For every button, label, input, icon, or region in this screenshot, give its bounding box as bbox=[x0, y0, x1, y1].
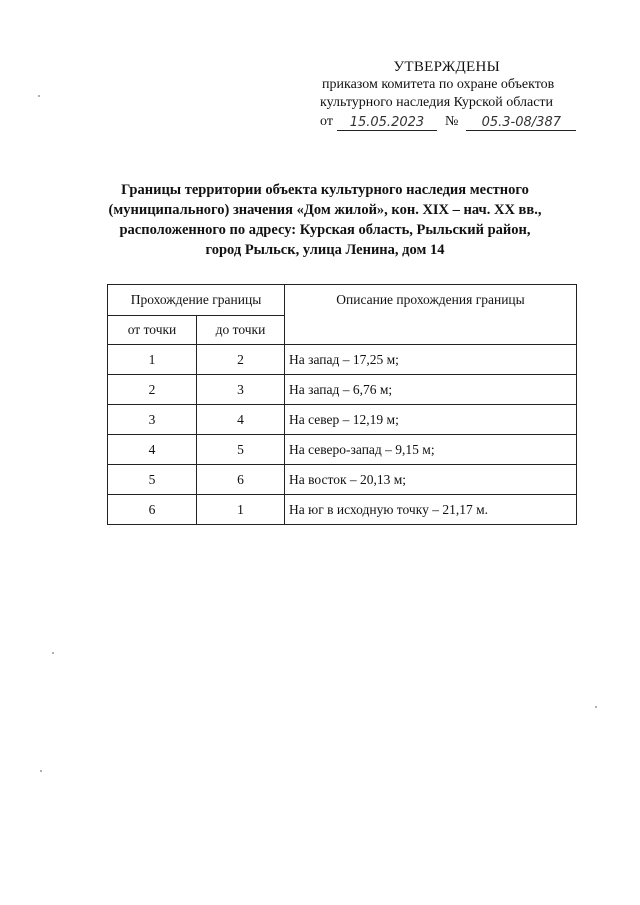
scan-speck bbox=[595, 706, 597, 708]
approval-title: УТВЕРЖДЕНЫ bbox=[393, 59, 500, 75]
handwritten-number: 05.3-08/387 bbox=[466, 115, 576, 131]
number-label: № bbox=[444, 114, 459, 129]
cell-from: 4 bbox=[108, 435, 197, 465]
scan-speck bbox=[52, 652, 54, 654]
document-title-line: расположенного по адресу: Курская область, Рыльский район, bbox=[119, 222, 531, 238]
date-label: от bbox=[320, 114, 333, 129]
header-from-point: от точки bbox=[108, 316, 197, 345]
cell-description: На северо-запад – 9,15 м; bbox=[285, 435, 577, 465]
cell-to: 2 bbox=[197, 345, 285, 375]
header-description: Описание прохождения границы bbox=[285, 285, 577, 345]
document-title-line: (муниципального) значения «Дом жилой», кон. XIX – нач. XX вв., bbox=[108, 202, 542, 218]
table-row bbox=[108, 345, 577, 375]
table-row bbox=[108, 405, 577, 435]
table-row bbox=[108, 495, 577, 525]
cell-description: На восток – 20,13 м; bbox=[285, 465, 577, 495]
approval-line-2: культурного наследия Курской области bbox=[320, 95, 554, 110]
document-title-line: Границы территории объекта культурного наследия местного bbox=[121, 182, 529, 198]
approval-line-1: приказом комитета по охране объектов bbox=[322, 77, 555, 92]
cell-from: 3 bbox=[108, 405, 197, 435]
scan-speck bbox=[40, 770, 42, 772]
cell-from: 2 bbox=[108, 375, 197, 405]
cell-description: На север – 12,19 м; bbox=[285, 405, 577, 435]
boundary-table bbox=[107, 284, 577, 525]
cell-from: 1 bbox=[108, 345, 197, 375]
document-title-line: город Рыльск, улица Ленина, дом 14 bbox=[205, 242, 445, 258]
table-row bbox=[108, 375, 577, 405]
scan-speck bbox=[38, 95, 40, 97]
cell-description: На запад – 17,25 м; bbox=[285, 345, 577, 375]
cell-from: 6 bbox=[108, 495, 197, 525]
cell-to: 5 bbox=[197, 435, 285, 465]
header-boundary-passage: Прохождение границы bbox=[108, 285, 285, 316]
cell-to: 6 bbox=[197, 465, 285, 495]
table-row bbox=[108, 435, 577, 465]
table-row bbox=[108, 465, 577, 495]
handwritten-date: 15.05.2023 bbox=[337, 115, 437, 131]
approval-date-number-row bbox=[320, 113, 590, 131]
approval-block bbox=[320, 58, 590, 131]
cell-description: На юг в исходную точку – 21,17 м. bbox=[285, 495, 577, 525]
cell-to: 3 bbox=[197, 375, 285, 405]
cell-from: 5 bbox=[108, 465, 197, 495]
header-to-point: до точки bbox=[197, 316, 285, 345]
cell-to: 1 bbox=[197, 495, 285, 525]
cell-to: 4 bbox=[197, 405, 285, 435]
document-title bbox=[96, 180, 554, 260]
cell-description: На запад – 6,76 м; bbox=[285, 375, 577, 405]
